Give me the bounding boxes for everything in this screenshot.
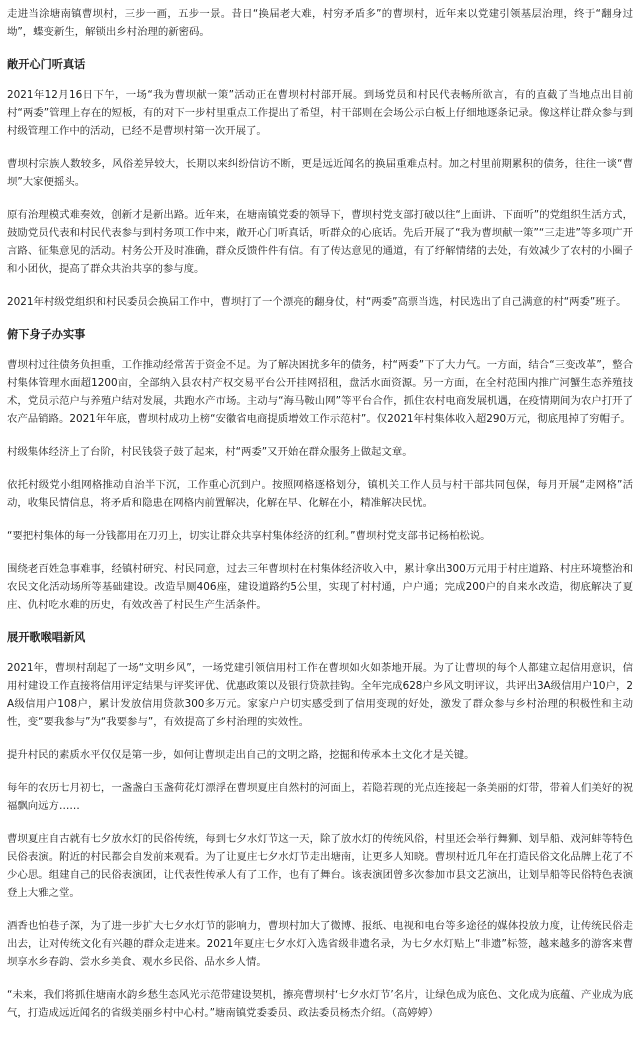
- paragraph: 提升村民的素质水平仅仅是第一步，如何让曹坝走出自己的文明之路，挖掘和传承本土文化才是关键。: [7, 749, 475, 761]
- paragraph: 每年的农历七月初七，一盏盏白玉盏荷花灯漂浮在曹坝夏庄自然村的河面上，若隐若现的光点连接起一条美丽的灯带，带着人们美好的祝福飘向远方……: [7, 782, 633, 812]
- paragraph: 曹坝村过往债务负担重，工作推动经常苦于资金不足。为了解决困扰多年的债务，村“两委”下了大力气。一方面，结合“三变改革”，整合村集体管理水面超1200亩，全部纳入县农村产权交易平台公开挂网招租，盘活水面资源。另一方面，在全村范围内推广河蟹生态养殖技术，党员示范户与养殖户结对发展，共跑水产市场。主动与“海马鞍山网”等平台合作，抓住农村电商发展机遇，在疫情期间为农户打开了农产品销路。2021年年底，曹坝村成功上榜“安徽省电商提质增效工作示范村”。仅2021年村集体收入超290万元，彻底甩掉了穷帽子。: [7, 359, 633, 425]
- article-intro: 走进当涂塘南镇曹坝村，三步一画，五步一景。昔日“换届老大难，村穷矛盾多”的曹坝村，近年来以党建引领基层治理，终于“翻身过坳”，蝶变新生，解锁出乡村治理的新密码。: [7, 8, 633, 38]
- paragraph: 村级集体经济上了台阶，村民钱袋子鼓了起来，村“两委”又开始在群众服务上做起文章。: [7, 446, 413, 458]
- section-heading: 敞开心门听真话: [7, 57, 86, 71]
- section-heading: 展开歌喉唱新风: [7, 630, 86, 644]
- paragraph: 依托村级党小组网格推动自治半下沉，工作重心沉到户。按照网格逐格划分，镇机关工作人员与村干部共同包保，每月开展“走网格”活动，收集民情信息，将矛盾和隐患在网格内前置解决，化解在早、化解在小，精准解决民忧。: [7, 479, 633, 509]
- paragraph: 曹坝村宗族人数较多，风俗差异较大，长期以来纠纷信访不断，更是远近闻名的换届重难点村。加之村里前期累积的债务，往往一谈“曹坝”大家便摇头。: [7, 158, 633, 188]
- paragraph: 围绕老百姓急事难事，经镇村研究、村民同意，过去三年曹坝村在村集体经济收入中，累计拿出300万元用于村庄道路、村庄环境整治和农民文化活动场所等基础建设。改造旱厕406座，建设道路约5公里，实现了村村通，户户通；完成200户的自来水改造，彻底解决了夏庄、仇村吃水难的历史，有效改善了村民生产生活条件。: [7, 563, 633, 611]
- paragraph: 酒香也怕巷子深，为了进一步扩大七夕水灯节的影响力，曹坝村加大了微博、报纸、电视和电台等多途径的媒体投放力度，让传统民俗走出去，让对传统文化有兴趣的群众走进来。2021年夏庄七夕水灯入选省级非遗名录，为七夕水灯贴上“非遗”标签，越来越多的游客来曹坝享水乡春韵、尝水乡美食、观水乡民俗、品水乡人情。: [7, 920, 633, 968]
- paragraph: 原有治理模式难奏效，创新才是新出路。近年来，在塘南镇党委的领导下，曹坝村党支部打破以往“上面讲、下面听”的党组织生活方式，鼓励党员代表和村民代表参与到村务项工作中来，敞开心门听真话，听群众的心底话。先后开展了“我为曹坝献一策”“三走进”等多项广开言路、征集意见的活动。村务公开及时准确，群众反馈件件有信。有了传达意见的通道，有了纾解情绪的去处，有效减少了农村的小圈子和小团伙，提高了群众共治共享的参与度。: [7, 209, 633, 275]
- article-body: [7, 5, 633, 1022]
- paragraph: 2021年12月16日下午，一场“我为曹坝献一策”活动正在曹坝村村部开展。到场党员和村民代表畅所欲言，有的直截了当地点出目前村“两委”管理上存在的短板，有的对下一步村里重点工作提出了希望，村干部则在会场公示白板上仔细地逐条记录。像这样让群众参与到村级管理工作中的活动，已经不是曹坝村第一次开展了。: [7, 89, 633, 137]
- paragraph: 曹坝夏庄自古就有七夕放水灯的民俗传统，每到七夕水灯节这一天，除了放水灯的传统风俗，村里还会举行舞狮、划旱船、戏河蚌等特色民俗表演。附近的村民都会自发前来观看。为了让夏庄七夕水灯节走出塘南，让更多人知晓。曹坝村近几年在打造民俗文化品牌上花了不少心思。组建自己的民俗表演团，让代表性传承人有了工作，也有了舞台。该表演团曾多次参加市县文艺演出，让划旱船等民俗特色表演登上大雅之堂。: [7, 833, 633, 899]
- paragraph: 2021年村级党组织和村民委员会换届工作中，曹坝打了一个漂亮的翻身仗，村“两委”高票当选，村民选出了自己满意的村“两委”班子。: [7, 296, 627, 308]
- paragraph: “要把村集体的每一分钱都用在刀刃上，切实让群众共享村集体经济的红利。”曹坝村党支部书记杨柏松说。: [7, 530, 491, 542]
- paragraph: 2021年，曹坝村刮起了一场“文明乡风”，一场党建引领信用村工作在曹坝如火如荼地开展。为了让曹坝的每个人都建立起信用意识，信用村建设工作直接将信用评定结果与评奖评优、优惠政策以及银行贷款挂钩。全年完成628户乡风文明评议，共评出3A级信用户10户，2A级信用户108户，累计发放信用贷款300多万元。家家户户切实感受到了信用变现的好处，激发了群众参与乡村治理的积极性和主动性，变“要我参与”为“我要参与”，有效提高了乡村治理的实效性。: [7, 662, 633, 728]
- section-heading: 俯下身子办实事: [7, 327, 86, 341]
- paragraph: “未来，我们将抓住塘南水韵乡愁生态风光示范带建设契机，擦亮曹坝村‘七夕水灯节’名片，让绿色成为底色、文化成为底蕴、产业成为底气，打造成远近闻名的省级美丽乡村中心村。”塘南镇党委委员、政法委员杨杰介绍。（高婷婷）: [7, 989, 633, 1019]
